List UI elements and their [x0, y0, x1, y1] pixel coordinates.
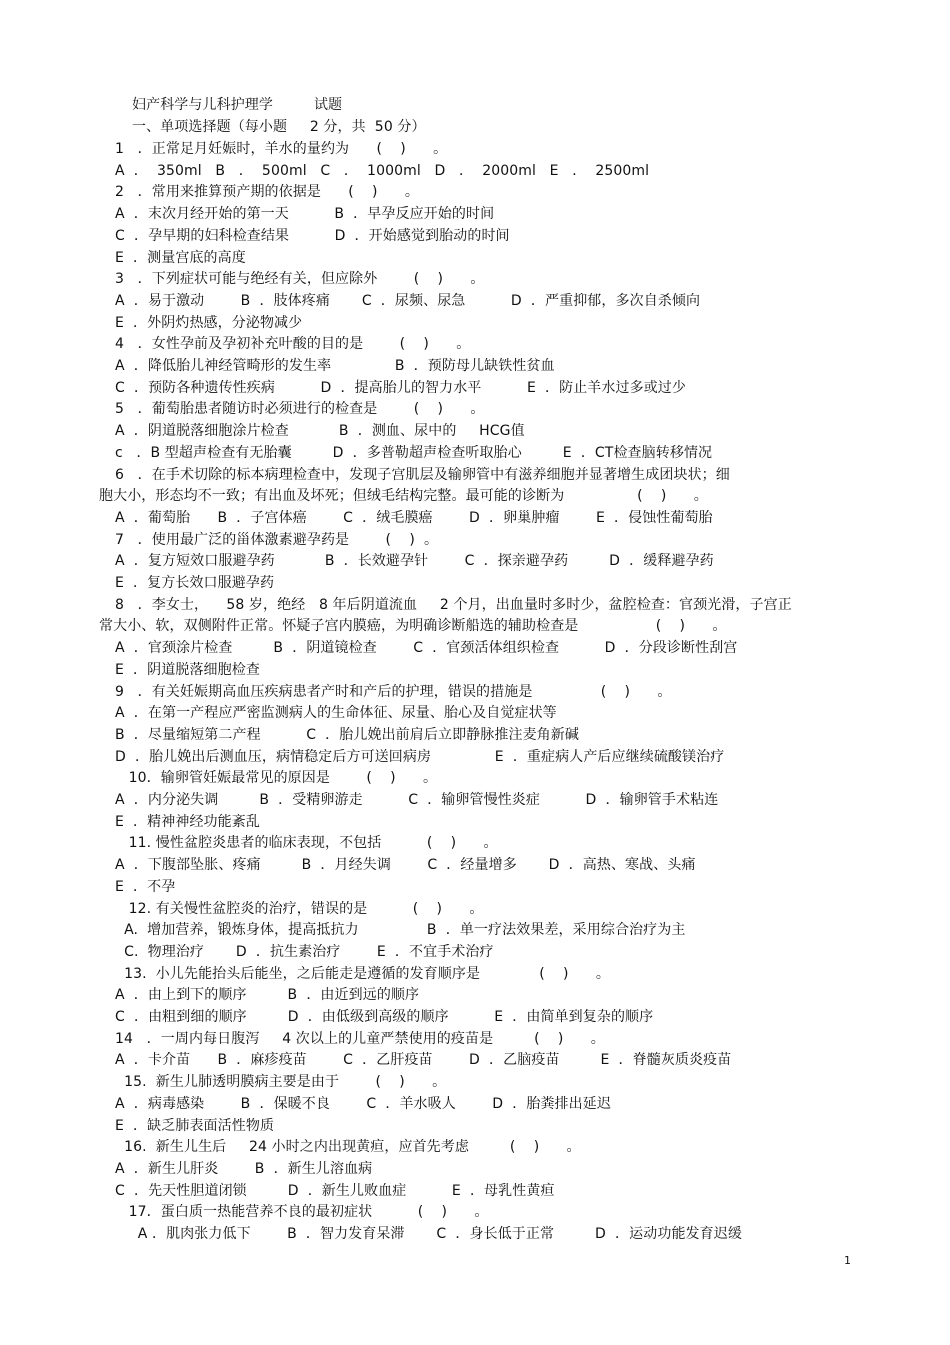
text-line: C ．先天性胆道闭锁 D ．新生儿败血症 E ．母乳性黄疸 — [115, 1182, 555, 1199]
text-line: 常大小、软，双侧附件正常。怀疑子宫内膜癌，为明确诊断船选的辅助检查是 ( ) 。 — [99, 618, 727, 635]
text-line: A ．内分泌失调 B ．受精卵游走 C ．输卵管慢性炎症 D ．输卵管手术粘连 — [115, 792, 719, 808]
text-line: 1 ．正常足月妊娠时，羊水的量约为 ( ) 。 — [115, 141, 448, 157]
text-line: A ．官颈涂片检查 B ．阴道镜检查 C ．官颈活体组织检查 D ．分段诊断性刮宫 — [115, 640, 738, 657]
text-line: 8 ．李女士， 58 岁，绝经 8 年后阴道流血 2 个月，出血量时多时少，盆腔检查：官颈光滑，子宫正 — [115, 596, 792, 613]
text-line: C ．预防各种遗传性疾病 D ．提高胎儿的智力水平 E ．防止羊水过多或过少 — [115, 379, 687, 396]
text-line: E ．测量宫底的高度 — [115, 249, 246, 266]
text-line: 16. 新生儿生后 24 小时之内出现黄疸，应首先考虑 ( ) 。 — [115, 1139, 581, 1156]
text-line: 9 ．有关妊娠期高血压疾病患者产时和产后的护理，错误的措施是 ( ) 。 — [115, 683, 672, 700]
text-line: 11. 慢性盆腔炎患者的临床表现，不包括 ( ) 。 — [115, 835, 498, 852]
text-line: A ．下腹部坠胀、疼痛 B ．月经失调 C ．经量增多 D ．高热、寒战、头痛 — [115, 857, 696, 874]
text-line: A ．由上到下的顺序 B ．由近到远的顺序 — [115, 987, 420, 1004]
text-line: A ． 350ml B ． 500ml C ． 1000ml D ． 2000ml E ． 2500ml — [115, 162, 650, 179]
text-line: C. 物理治疗 D ．抗生素治疗 E ．不宜手术治疗 — [115, 943, 494, 960]
text-line: E ．精神神经功能紊乱 — [115, 813, 260, 830]
text-line: E ．不孕 — [115, 878, 176, 895]
section-heading: 一、单项选择题（每小题 2 分，共 50 分） — [132, 119, 426, 135]
text-line: 17．蛋白质一热能营养不良的最初症状 ( ) 。 — [115, 1204, 489, 1221]
text-line: 14 ．一周内每日腹泻 4 次以上的儿童严禁使用的疫苗是 ( ) 。 — [115, 1030, 605, 1047]
exam-title: 妇产科学与儿科护理学 试题 — [132, 97, 343, 113]
text-line: C ．孕早期的妇科检查结果 D ．开始感觉到胎动的时间 — [115, 227, 510, 244]
text-line: E ．复方长效口服避孕药 — [115, 575, 275, 591]
text-line: A ．肌肉张力低下 B ．智力发育呆滞 C ．身长低于正常 D ．运动功能发育迟缓 — [115, 1226, 742, 1242]
page-number: 1 — [844, 1254, 851, 1267]
text-line: 5 ．葡萄胎患者随访时必须进行的检查是 ( ) 。 — [115, 401, 485, 418]
text-line: E ．外阴灼热感，分泌物减少 — [115, 314, 303, 331]
text-line: 6 ．在手术切除的标本病理检查中，发现子宫肌层及输卵管中有滋养细胞并显著增生成团块状；细 — [115, 466, 730, 483]
text-line: A ．降低胎儿神经管畸形的发生率 B ．预防母儿缺铁性贫血 — [115, 358, 555, 374]
text-line: A ．复方短效口服避孕药 B ．长效避孕针 C ．探亲避孕药 D ．缓释避孕药 — [115, 553, 714, 570]
text-line: 10．输卵管妊娠最常见的原因是 ( ) 。 — [115, 770, 438, 787]
text-line: B ．尽量缩短第二产程 C ．胎儿娩出前肩后立即静脉推注麦角新碱 — [115, 726, 579, 743]
text-line: 12. 有关慢性盆腔炎的治疗，错误的是 ( ) 。 — [115, 900, 484, 917]
text-line: 4 ．女性孕前及孕初补充叶酸的目的是 ( ) 。 — [115, 336, 471, 353]
text-line: A ．卡介苗 B ．麻疹疫苗 C ．乙肝疫苗 D ．乙脑疫苗 E ．脊髓灰质炎疫苗 — [115, 1052, 732, 1069]
text-line: 15. 新生儿肺透明膜病主要是由于 ( ) 。 — [115, 1074, 447, 1091]
text-line: A. 增加营养，锻炼身体，提高抵抗力 B ．单一疗法效果差，采用综合治疗为主 — [115, 922, 686, 939]
text-line: E ．阴道脱落细胞检查 — [115, 661, 260, 678]
text-line: 3 ．下列症状可能与绝经有关，但应除外 ( ) 。 — [115, 271, 485, 288]
text-line: A ．末次月经开始的第一天 B ．早孕反应开始的时间 — [115, 206, 495, 223]
text-line: A ．葡萄胎 B ．子宫体癌 C ．绒毛膜癌 D ．卵巢肿瘤 E ．侵蚀性葡萄胎 — [115, 509, 713, 526]
text-line: E ．缺乏肺表面活性物质 — [115, 1117, 275, 1134]
text-line: 7 ．使用最广泛的甾体激素避孕药是 ( ) 。 — [115, 531, 439, 548]
text-line: A ．易于激动 B ．肢体疼痛 C ．尿频、尿急 D ．严重抑郁，多次自杀倾向 — [115, 292, 701, 309]
text-line: A ．病毒感染 B ．保暖不良 C ．羊水吸人 D ．胎粪排出延迟 — [115, 1095, 611, 1112]
text-line: A ．新生儿肝炎 B ．新生儿溶血病 — [115, 1160, 373, 1177]
text-line: D ．胎儿娩出后测血压，病情稳定后方可送回病房 E ．重症病人产后应继续硫酸镁治疗 — [115, 748, 725, 765]
text-line: A ．阴道脱落细胞涂片检查 B ．测血、尿中的 HCG值 — [115, 423, 525, 440]
text-line: 13. 小儿先能抬头后能坐，之后能走是遵循的发育顺序是 ( ) 。 — [115, 965, 610, 982]
text-line: 2 ．常用来推算预产期的依据是 ( ) 。 — [115, 184, 419, 201]
text-line: c ．B 型超声检查有无胎囊 D ．多普勒超声检查听取胎心 E ．CT检查脑转移情况 — [115, 444, 713, 461]
text-line: C ．由粗到细的顺序 D ．由低级到高级的顺序 E ．由简单到复杂的顺序 — [115, 1009, 654, 1025]
text-line: A ．在第一产程应严密监测病人的生命体征、尿量、胎心及自觉症状等 — [115, 705, 557, 722]
text-line: 胞大小，形态均不一致；有出血及坏死；但绒毛结构完整。最可能的诊断为 ( ) 。 — [99, 488, 708, 505]
